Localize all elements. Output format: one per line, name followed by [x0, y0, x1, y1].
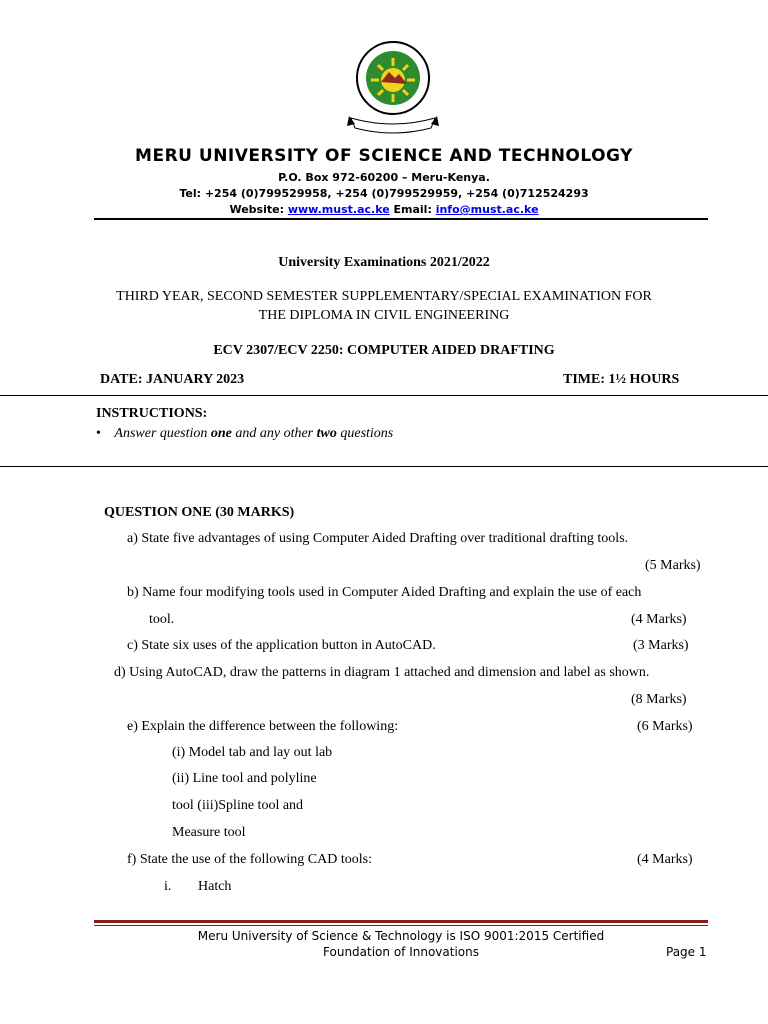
question-e-marks: (6 Marks)	[637, 719, 693, 734]
question-one-heading: QUESTION ONE (30 MARKS)	[104, 505, 295, 520]
program-line-2: THE DIPLOMA IN CIVIL ENGINEERING	[258, 308, 510, 323]
exam-title: University Examinations 2021/2022	[278, 255, 490, 270]
university-name: MERU UNIVERSITY OF SCIENCE AND TECHNOLOGY	[135, 146, 633, 166]
web-email-line	[0, 203, 768, 216]
header-rule	[94, 218, 708, 220]
footer-iso-line: Meru University of Science & Technology is ISO 9001:2015 Certified	[197, 929, 605, 943]
question-f-text: f) State the use of the following CAD tools:	[127, 852, 372, 867]
question-c-text: c) State six uses of the application button in AutoCAD.	[127, 638, 436, 653]
question-e-item-3: tool (iii)Spline tool and	[172, 798, 304, 813]
question-e-item-1: (i) Model tab and lay out lab	[172, 745, 333, 760]
footer-rule-bottom	[94, 925, 708, 926]
question-f-marks: (4 Marks)	[637, 852, 693, 867]
exam-time: TIME: 1½ HOURS	[563, 372, 680, 387]
question-a-marks: (5 Marks)	[645, 558, 701, 573]
question-b-text: b) Name four modifying tools used in Computer Aided Drafting and explain the use of each	[127, 585, 642, 600]
bullet: •	[96, 426, 101, 441]
question-b-marks: (4 Marks)	[631, 612, 687, 627]
university-logo	[333, 38, 453, 136]
email-label: Email:	[393, 203, 432, 216]
instructions-heading: INSTRUCTIONS:	[96, 406, 208, 421]
email-link[interactable]: info@must.ac.ke	[435, 203, 539, 216]
instruction-item	[96, 426, 393, 442]
question-f-item-1: Hatch	[198, 879, 232, 894]
footer-motto: Foundation of Innovations	[323, 945, 479, 959]
exam-date: DATE: JANUARY 2023	[100, 372, 245, 387]
question-d-marks: (8 Marks)	[631, 692, 687, 707]
footer-rule-top	[94, 920, 708, 923]
instruction-text: Answer question one and any other two questions	[114, 426, 394, 441]
question-a-text: a) State five advantages of using Computer Aided Drafting over traditional drafting tools.	[127, 531, 629, 546]
program-line-1: THIRD YEAR, SECOND SEMESTER SUPPLEMENTARY/SPECIAL EXAMINATION FOR	[116, 289, 652, 304]
question-f-item-number: i.	[164, 879, 172, 894]
website-label: Website:	[229, 203, 284, 216]
date-rule	[0, 395, 768, 396]
question-b-text-cont: tool.	[149, 612, 175, 627]
question-e-item-2: (ii) Line tool and polyline	[172, 771, 317, 786]
instructions-rule	[0, 466, 768, 467]
course-title: ECV 2307/ECV 2250: COMPUTER AIDED DRAFTING	[213, 343, 555, 358]
question-c-marks: (3 Marks)	[633, 638, 689, 653]
question-d-text: d) Using AutoCAD, draw the patterns in diagram 1 attached and dimension and label as shown.	[114, 665, 650, 680]
question-e-text: e) Explain the difference between the following:	[127, 719, 399, 734]
question-e-item-4: Measure tool	[172, 825, 246, 840]
telephone-line: Tel: +254 (0)799529958, +254 (0)799529959, +254 (0)712524293	[179, 187, 589, 200]
website-link[interactable]: www.must.ac.ke	[287, 203, 390, 216]
postal-address: P.O. Box 972-60200 – Meru-Kenya.	[278, 171, 490, 184]
page-number: Page 1	[666, 945, 707, 959]
